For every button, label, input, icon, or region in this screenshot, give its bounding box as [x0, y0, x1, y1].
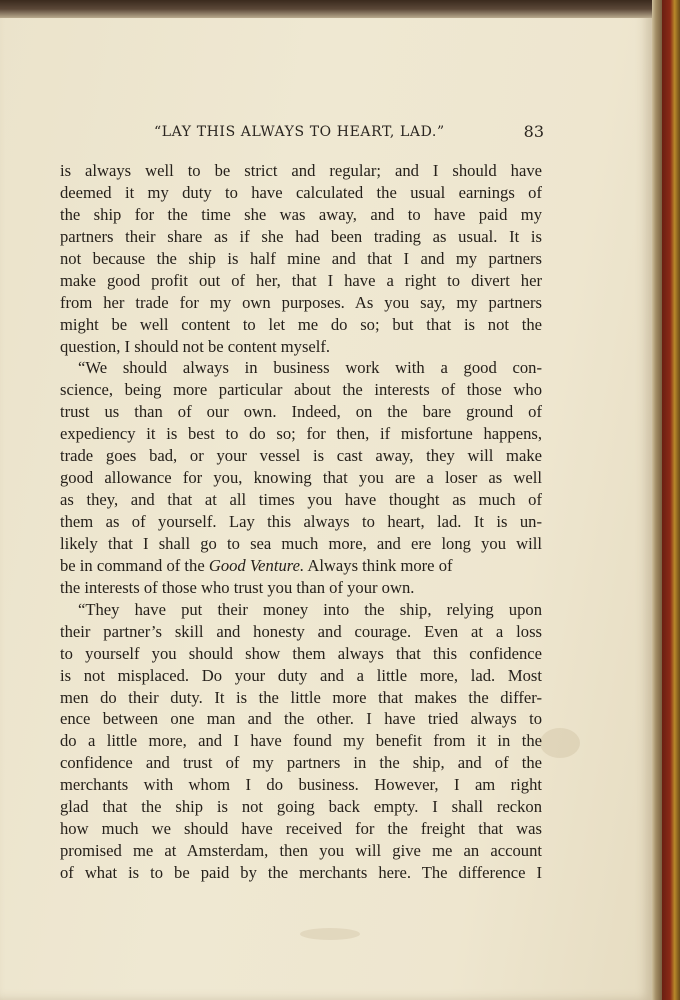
text-line: make good profit out of her, that I have a right to divert her — [60, 270, 542, 290]
paper-stain — [540, 728, 580, 758]
book-cover-edge — [662, 0, 680, 1000]
text-line: how much we should have received for the freight that was — [60, 819, 542, 839]
text-line: do a little more, and I have found my benefit from it in the — [60, 731, 542, 751]
text-line: as they, and that at all times you have thought as much of — [60, 490, 542, 510]
text-line: from her trade for my own purposes. As you say, my partners — [60, 292, 542, 312]
text-line: not because the ship is half mine and that I and my partners — [60, 248, 542, 268]
running-head: “LAY THIS ALWAYS TO HEART, LAD.” — [154, 124, 445, 140]
paper-stain — [300, 928, 360, 940]
text-line: deemed it my duty to have calculated the usual earnings of — [60, 182, 542, 202]
text-line: trust us than of our own. Indeed, on the bare ground of — [60, 402, 542, 422]
page-edges — [652, 0, 662, 1000]
text-line: men do their duty. It is the little more that makes the differ- — [60, 687, 542, 707]
text-line: is not misplaced. Do your duty and a little more, lad. Most — [60, 665, 542, 685]
text-line: “They have put their money into the ship, relying upon — [78, 599, 542, 619]
text-line — [60, 555, 542, 577]
text-line: trade goes bad, or your vessel is cast away, they will make — [60, 446, 542, 466]
text-line: good allowance for you, knowing that you are a loser as well — [60, 468, 542, 488]
text-line: expediency it is best to do so; for then, if misfortune happens, — [60, 424, 542, 444]
text-line: might be well content to let me do so; but that is not the — [60, 314, 542, 334]
text-line: science, being more particular about the interests of those who — [60, 380, 542, 400]
text-line: question, I should not be content myself. — [60, 336, 331, 356]
text-line: them as of yourself. Lay this always to heart, lad. It is un- — [60, 512, 542, 531]
page-number: 83 — [523, 122, 544, 141]
text-fragment: be in command of the — [60, 555, 205, 575]
text-line: of what is to be paid by the merchants here. The difference I — [60, 863, 542, 882]
text-line: is always well to be strict and regular; and I should have — [60, 161, 542, 180]
top-shadow — [0, 0, 680, 18]
text-line: to yourself you should show them always that this confidence — [60, 643, 542, 663]
body-text — [60, 160, 542, 884]
text-line: partners their share as if she had been trading as usual. It is — [60, 226, 542, 246]
text-line: likely that I shall go to sea much more, and ere long you will — [60, 533, 542, 553]
text-line: their partner’s skill and honesty and courage. Even at a loss — [60, 621, 542, 641]
text-line: ence between one man and the other. I have tried always to — [60, 709, 542, 729]
ship-name-italic: Good Venture. — [208, 555, 305, 575]
text-line: the ship for the time she was away, and to have paid my — [60, 204, 542, 224]
text-fragment: Always think more of — [304, 555, 453, 575]
text-line: merchants with whom I do business. However, I am right — [60, 775, 542, 795]
text-line: confidence and trust of my partners in the ship, and of the — [60, 753, 542, 773]
text-line: promised me at Amsterdam, then you will give me an account — [60, 841, 542, 861]
page-header — [60, 124, 544, 148]
text-line: “We should always in business work with a good con- — [78, 358, 542, 378]
text-line: glad that the ship is not going back empty. I shall reckon — [60, 797, 542, 817]
text-line: the interests of those who trust you than of your own. — [60, 577, 415, 597]
